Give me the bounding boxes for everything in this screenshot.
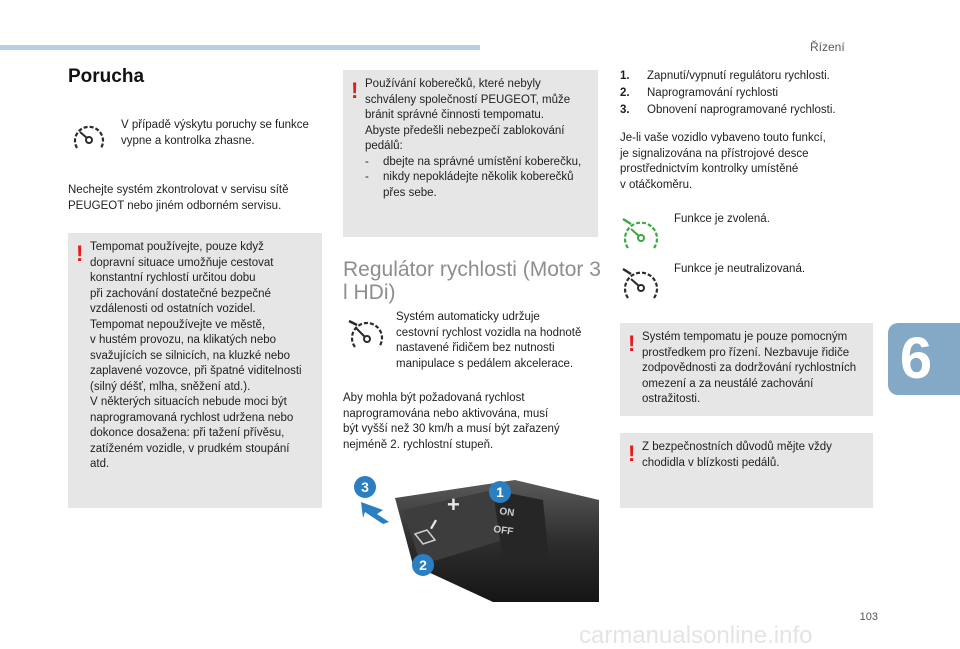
system-description	[396, 310, 601, 372]
service-text: Nechejte systém zkontrolovat v servisu sítě PEUGEOT nebo jiném odborném servisu.	[68, 184, 289, 212]
text-line: zatíženém vozidle, v prudkém stoupání	[90, 442, 290, 455]
text-line: manipulace s pedálem akcelerace.	[396, 357, 574, 370]
text-line: cestovní rychlost vozidla na hodnotě	[396, 326, 582, 339]
text-line: Aby mohla být požadovaná rychlost	[343, 392, 525, 404]
text-line: Z bezpečnostních důvodů mějte vždy	[642, 441, 832, 453]
text-line: zaplavené vozovce, při špatné viditelnosti	[90, 365, 302, 377]
step-number: 3.	[620, 104, 630, 116]
svg-text:3: 3	[361, 479, 369, 495]
text-line: prostředkem pro řízení. Nezbavuje řidiče	[642, 346, 850, 359]
text-line: Tempomat používejte, pouze když	[90, 241, 264, 253]
minus-symbol: −	[421, 514, 447, 536]
cruise-control-heading: Regulátor rychlosti (Motor 3 l HDi)	[343, 258, 601, 304]
text-line: nastavené řidičem bez nutnosti	[396, 342, 555, 354]
text-line: bránit správné činnosti tempomatu.	[365, 109, 544, 121]
function-neutralized-text: Funkce je neutralizovaná.	[674, 263, 806, 275]
warning-exclamation-icon: !	[628, 331, 636, 356]
cruise-neutralized-icon	[620, 266, 662, 306]
step-text: Naprogramování rychlosti	[647, 87, 779, 99]
function-selected-text: Funkce je zvolená.	[674, 213, 770, 225]
bullet-item: - nikdy nepokládejte několik koberečků přes sebe.	[365, 170, 590, 201]
text-line: naprogramovaná rychlost udržena nebo	[90, 411, 294, 424]
text-line: Používání koberečků, které nebyly	[365, 78, 541, 90]
text-line: Systém tempomatu je pouze pomocným	[642, 331, 848, 343]
bullet-item: - dbejte na správné umístění koberečku,	[365, 155, 590, 171]
warning-box-mats	[343, 70, 598, 237]
text-line: Tempomat nepoužívejte ve městě,	[90, 318, 266, 331]
text-line: v otáčkoměru.	[620, 178, 693, 191]
step-number: 2.	[620, 87, 630, 99]
warning-text	[365, 77, 590, 201]
warning-exclamation-icon: !	[628, 441, 636, 466]
speed-limiter-off-icon	[70, 120, 108, 158]
off-label: OFF	[492, 524, 514, 538]
cruise-control-icon	[345, 315, 387, 357]
text-line: schváleny společností PEUGEOT, může	[365, 93, 571, 106]
text-line: dokonce dosažena: při tažení přívěsu,	[90, 427, 285, 439]
text-line: (silný déšť, mlha, sněžení atd.).	[90, 380, 251, 393]
warning-text	[642, 330, 865, 408]
text-line: Systém automaticky udržuje	[396, 311, 540, 323]
text-line: prostřednictvím kontrolky umístěné	[620, 163, 799, 175]
text-line: při zachování dostatečné bezpečné	[90, 287, 271, 300]
text-line: Je-li vaše vozidlo vybaveno touto funkcí,	[620, 132, 826, 144]
bullet-line: přes sebe.	[383, 186, 437, 199]
step-text: Zapnutí/vypnutí regulátoru rychlosti.	[647, 70, 830, 82]
fault-heading: Porucha	[68, 66, 145, 87]
signal-text	[620, 131, 870, 193]
warning-text	[90, 240, 314, 473]
svg-text:2: 2	[419, 557, 427, 573]
bullet-line: nikdy nepokládejte několik koberečků	[383, 171, 574, 183]
text-line: Abyste předešli nebezpečí zablokování	[365, 124, 565, 137]
watermark: carmanualsonline.info	[579, 622, 813, 649]
svg-text:1: 1	[496, 484, 504, 500]
arrow-3-icon	[361, 502, 389, 524]
text-line: je signalizována na přístrojové desce	[620, 147, 809, 160]
section-title: Řízení	[810, 40, 845, 54]
plus-symbol: +	[447, 492, 460, 517]
steps-list	[620, 68, 870, 119]
text-line: dopravní situace umožňuje cestovat	[90, 256, 274, 269]
on-label: ON	[498, 506, 515, 520]
step-text: Obnovení naprogramované rychlosti.	[647, 104, 836, 116]
page-number: 103	[859, 611, 878, 623]
step-item	[620, 85, 870, 102]
step-item	[620, 102, 870, 119]
text-line: ostražitosti.	[642, 393, 701, 405]
step-number: 1.	[620, 70, 630, 82]
text-line: atd.	[90, 458, 110, 470]
text-line: V některých situacích nebude moci být	[90, 396, 287, 408]
text-line: svažujících se silnicích, na kluzké nebo	[90, 349, 291, 362]
chapter-tab[interactable]	[888, 323, 960, 395]
warning-exclamation-icon: !	[76, 241, 84, 266]
text-line: vzdálenosti od ostatních vozidel.	[90, 303, 256, 315]
bullet-line: dbejte na správné umístění koberečku,	[383, 155, 582, 168]
cruise-control-stalk-illustration	[343, 470, 599, 602]
chapter-number: 6	[899, 326, 933, 391]
cruise-selected-green-icon	[620, 216, 662, 256]
warning-exclamation-icon: !	[351, 78, 359, 103]
text-line: chodidla v blízkosti pedálů.	[642, 456, 780, 469]
text-line: v hustém provozu, na klikatých nebo	[90, 334, 277, 346]
step-item	[620, 68, 870, 85]
warning-box-tempomat	[68, 233, 322, 508]
text-line: být vyšší než 30 km/h a musí být zařazený	[343, 423, 560, 435]
text-line: pedálů:	[365, 140, 403, 152]
text-line: nejméně 2. rychlostní stupeň.	[343, 438, 494, 451]
warning-text	[642, 440, 865, 471]
text-line: konstantní rychlostí určitou dobu	[90, 272, 256, 284]
warning-box-pedals	[620, 433, 873, 508]
text-line: naprogramována nebo aktivována, musí	[343, 407, 549, 420]
warning-box-assist	[620, 323, 873, 416]
text-line: omezení a za neustálé zachování	[642, 377, 814, 390]
programming-conditions	[343, 391, 601, 453]
fault-text: V případě výskytu poruchy se funkce vypne a kontrolka zhasne.	[121, 119, 309, 147]
text-line: zodpovědnosti za dodržování rychlostních	[642, 362, 857, 374]
header-bar	[0, 45, 480, 50]
